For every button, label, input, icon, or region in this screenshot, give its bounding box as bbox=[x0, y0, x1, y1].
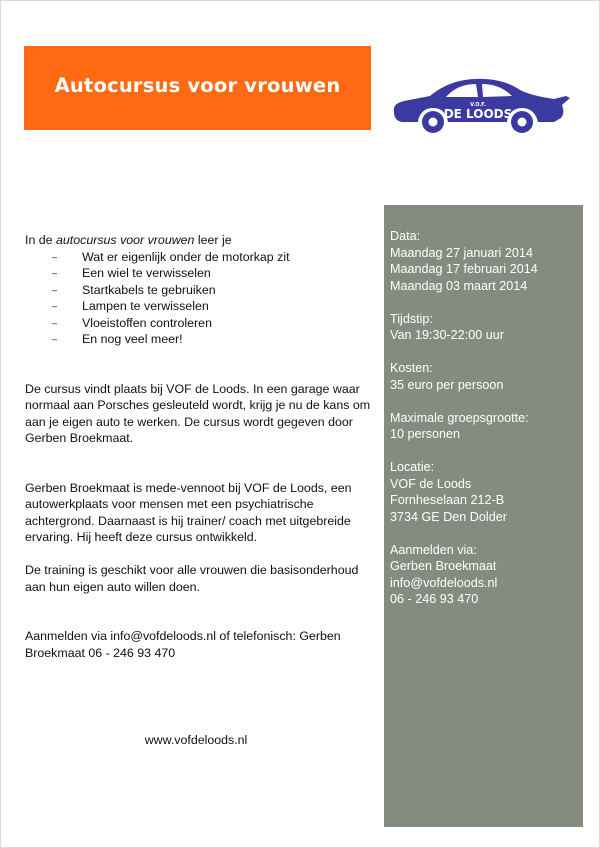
date-item: Maandag 27 januari 2014 bbox=[390, 245, 533, 260]
signup-phone: 06 - 246 93 470 bbox=[390, 592, 479, 606]
signup-label: Aanmelden via: bbox=[390, 542, 477, 557]
cost-value: 35 euro per persoon bbox=[390, 377, 504, 392]
website-link[interactable]: www.vofdeloods.nl bbox=[144, 733, 248, 747]
location-line: 3734 GE Den Dolder bbox=[390, 509, 507, 524]
list-item: – En nog veel meer! bbox=[52, 332, 183, 346]
time-value: Van 19:30-22:00 uur bbox=[390, 328, 504, 342]
location-line: VOF de Loods bbox=[390, 476, 472, 491]
list-item: – Vloeistoffen controleren bbox=[52, 315, 212, 330]
group-size-value: 10 personen bbox=[390, 427, 461, 441]
page-title: Autocursus voor vrouwen bbox=[54, 74, 341, 97]
paragraph-location: De cursus vindt plaats bij VOF de Loods. In een garage waar normaal aan Porsches gesleuteld wordt, krijg je nu de kans om aan je eigen auto te werken. De cursus wordt gegeven door Gerben Broekmaat. bbox=[25, 381, 371, 445]
paragraph-trainer: Gerben Broekmaat is mede-vennoot bij VOF de Loods, een autowerkplaats voor mensen met een psychiatrische achtergrond. Daarnaast is hij trainer/ coach met uitgebreide ervaring. Hij heeft deze cursus ontwikkeld. bbox=[25, 480, 352, 544]
intro-text: In de autocursus voor vrouwen leer je bbox=[25, 233, 232, 247]
feature-list bbox=[25, 249, 375, 348]
cost-label: Kosten: bbox=[390, 361, 433, 375]
dates-label: Data: bbox=[390, 229, 421, 243]
date-item: Maandag 03 maart 2014 bbox=[390, 278, 528, 293]
list-item: – Lampen te verwisselen bbox=[52, 299, 209, 313]
date-item: Maandag 17 februari 2014 bbox=[390, 262, 538, 276]
de-loods-logo bbox=[390, 72, 572, 142]
paragraph-signup: Aanmelden via info@vofdeloods.nl of telefonisch: Gerben Broekmaat 06 - 246 93 470 bbox=[25, 629, 341, 660]
time-label: Tijdstip: bbox=[390, 311, 433, 326]
logo-small-text: V.O.F. bbox=[470, 102, 486, 108]
signup-contact-name: Gerben Broekmaat bbox=[390, 559, 497, 573]
main-content bbox=[25, 232, 375, 661]
list-item: – Startkabels te gebruiken bbox=[52, 282, 216, 297]
logo-name: DE LOODS bbox=[443, 107, 513, 121]
paragraph-audience: De training is geschikt voor alle vrouwen die basisonderhoud aan hun eigen auto willen doen. bbox=[25, 563, 359, 594]
title-banner bbox=[24, 46, 371, 130]
group-size-label: Maximale groepsgrootte: bbox=[390, 410, 529, 425]
info-block bbox=[390, 228, 538, 608]
list-item: – Wat er eigenlijk onder de motorkap zit bbox=[52, 249, 290, 264]
location-label: Locatie: bbox=[390, 460, 435, 474]
list-item: – Een wiel te verwisselen bbox=[52, 266, 211, 280]
intro-emphasis: autocursus voor vrouwen bbox=[56, 233, 195, 247]
location-line: Fornheselaan 212-B bbox=[390, 493, 505, 507]
signup-email: info@vofdeloods.nl bbox=[390, 575, 498, 590]
